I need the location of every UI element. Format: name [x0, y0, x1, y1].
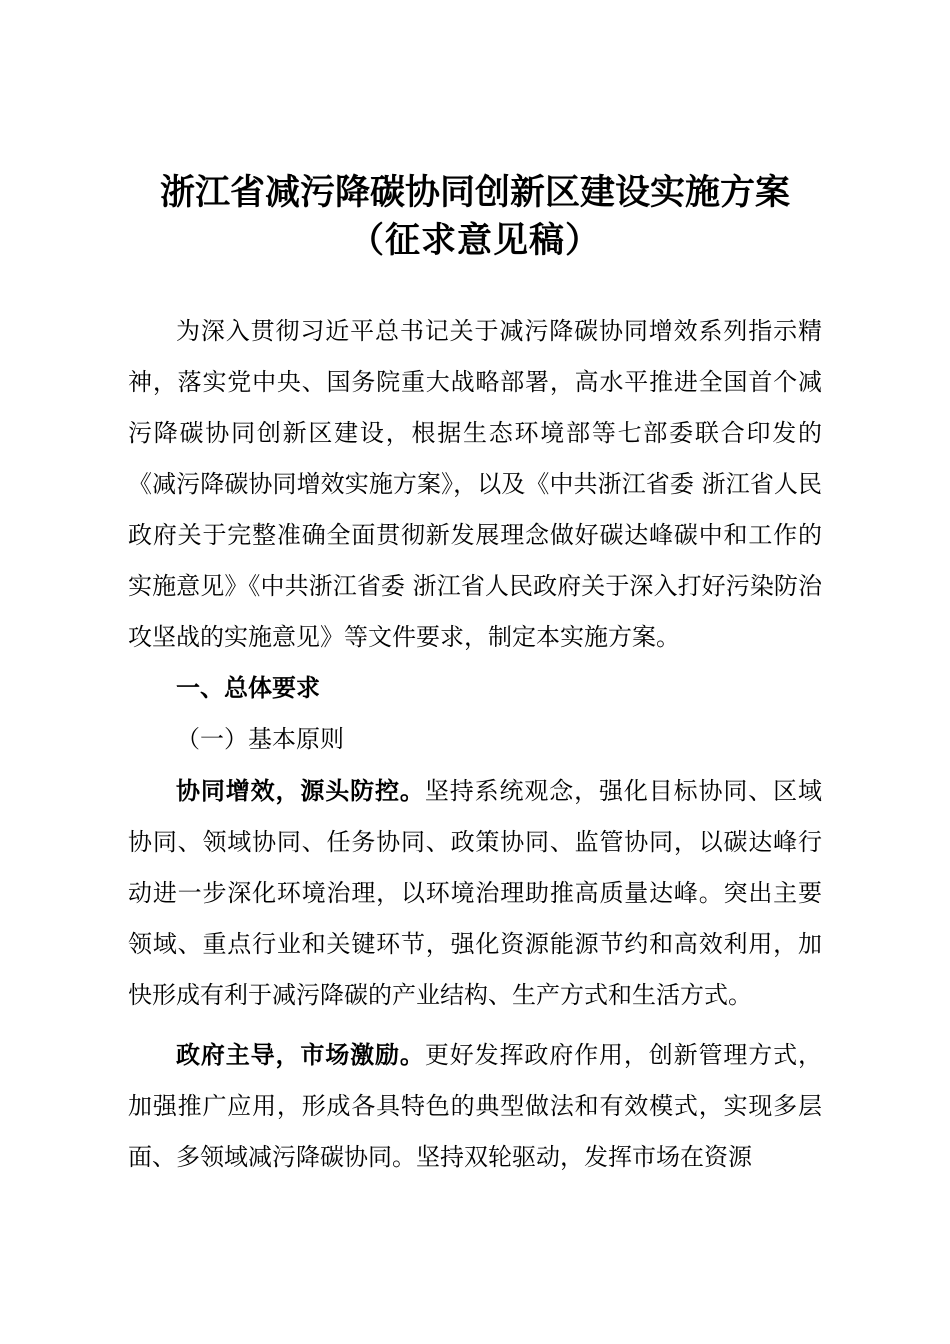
principle-lead: 政府主导，市场激励。 [176, 1040, 425, 1069]
section-heading: 一、总体要求 [176, 674, 320, 702]
document-subtitle: （征求意见稿） [348, 221, 601, 261]
principle-paragraph [128, 765, 822, 1021]
subsection-heading: （一）基本原则 [176, 725, 344, 753]
principle-text: 更好发挥政府作用，创新管理方式，加强推广应用，形成各具特色的典型做法和有效模式，实现多层面、多领域减污降碳协同。坚持双轮驱动，发挥市场在资源 [128, 1041, 823, 1171]
document-body [128, 306, 822, 1183]
intro-paragraph: 为深入贯彻习近平总书记关于减污降碳协同增效系列指示精神，落实党中央、国务院重大战略部署，高水平推进全国首个减污降碳协同创新区建设，根据生态环境部等七部委联合印发的《减污降碳协同增效实施方案》，以及《中共浙江省委 浙江省人民政府关于完整准确全面贯彻新发展理念做好碳达峰碳中和工作的实施意见》《中共浙江省委 浙江省人民政府关于深入打好污染防治攻坚战的实施意见》等文件要求，制定本实施方案。 [128, 317, 822, 651]
principle-lead: 协同增效，源头防控。 [176, 776, 425, 805]
principle-paragraph [128, 1029, 822, 1183]
principle-text: 坚持系统观念，强化目标协同、区域协同、领域协同、任务协同、政策协同、监管协同，以碳达峰行动进一步深化环境治理，以环境治理助推高质量达峰。突出主要领域、重点行业和关键环节，强化资源能源节约和高效利用，加快形成有利于减污降碳的产业结构、生产方式和生活方式。 [128, 777, 823, 1009]
document-title: 浙江省减污降碳协同创新区建设实施方案 [159, 173, 790, 213]
